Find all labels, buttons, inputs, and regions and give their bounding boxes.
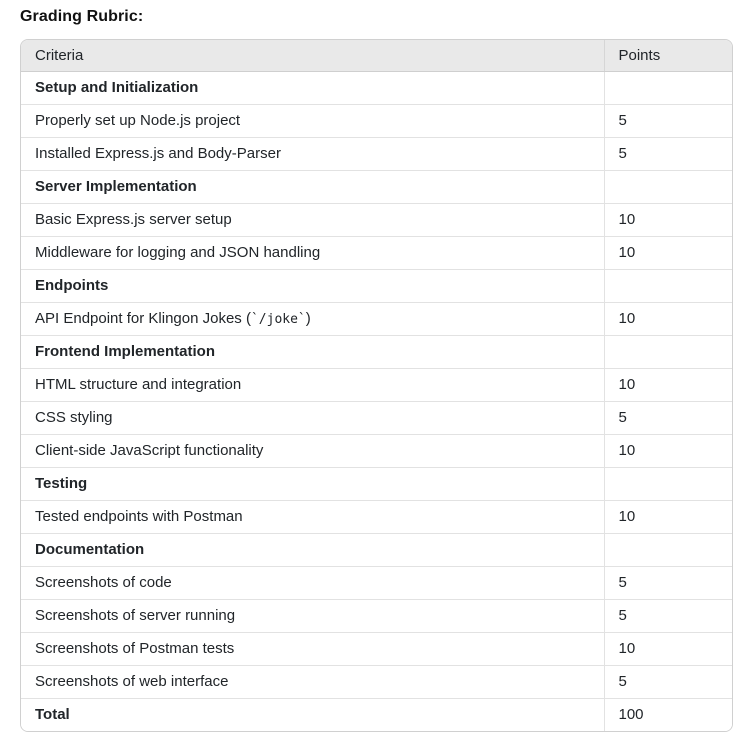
points-cell: 5 bbox=[604, 665, 733, 698]
table-row bbox=[21, 533, 733, 566]
criteria-cell: Screenshots of Postman tests bbox=[21, 632, 604, 665]
criteria-cell: Screenshots of code bbox=[21, 566, 604, 599]
criteria-cell: Middleware for logging and JSON handling bbox=[21, 236, 604, 269]
criteria-cell: Properly set up Node.js project bbox=[21, 104, 604, 137]
criteria-cell: Endpoints bbox=[21, 269, 604, 302]
table-row bbox=[21, 368, 733, 401]
table-row bbox=[21, 302, 733, 335]
points-cell: 10 bbox=[604, 236, 733, 269]
points-cell: 10 bbox=[604, 500, 733, 533]
table-row bbox=[21, 500, 733, 533]
table-row bbox=[21, 632, 733, 665]
points-cell: 5 bbox=[604, 599, 733, 632]
table-row bbox=[21, 566, 733, 599]
criteria-cell: HTML structure and integration bbox=[21, 368, 604, 401]
points-column-header: Points bbox=[604, 40, 733, 71]
table-row bbox=[21, 236, 733, 269]
criteria-cell: Setup and Initialization bbox=[21, 71, 604, 104]
criteria-cell: Tested endpoints with Postman bbox=[21, 500, 604, 533]
points-cell bbox=[604, 170, 733, 203]
rubric-table bbox=[20, 39, 733, 732]
table-row bbox=[21, 137, 733, 170]
criteria-text: ) bbox=[305, 310, 311, 327]
table-row bbox=[21, 698, 733, 731]
points-cell: 5 bbox=[604, 104, 733, 137]
criteria-cell: Client-side JavaScript functionality bbox=[21, 434, 604, 467]
points-cell: 10 bbox=[604, 434, 733, 467]
points-cell: 10 bbox=[604, 368, 733, 401]
points-cell bbox=[604, 467, 733, 500]
criteria-cell: Server Implementation bbox=[21, 170, 604, 203]
criteria-cell: CSS styling bbox=[21, 401, 604, 434]
criteria-cell bbox=[21, 302, 604, 335]
points-cell bbox=[604, 335, 733, 368]
table-row bbox=[21, 401, 733, 434]
table-row bbox=[21, 269, 733, 302]
criteria-cell: Screenshots of server running bbox=[21, 599, 604, 632]
table-row bbox=[21, 599, 733, 632]
table-header-row bbox=[21, 40, 733, 71]
points-cell: 10 bbox=[604, 203, 733, 236]
inline-code: `/joke` bbox=[250, 312, 306, 327]
points-cell: 5 bbox=[604, 401, 733, 434]
points-cell bbox=[604, 71, 733, 104]
table-row bbox=[21, 665, 733, 698]
criteria-cell: Installed Express.js and Body-Parser bbox=[21, 137, 604, 170]
table-row bbox=[21, 71, 733, 104]
criteria-cell: Documentation bbox=[21, 533, 604, 566]
table-row bbox=[21, 203, 733, 236]
criteria-cell: Total bbox=[21, 698, 604, 731]
rubric-table-body bbox=[21, 71, 733, 731]
table-row bbox=[21, 434, 733, 467]
points-cell: 5 bbox=[604, 566, 733, 599]
points-cell bbox=[604, 269, 733, 302]
points-cell: 5 bbox=[604, 137, 733, 170]
table-row bbox=[21, 104, 733, 137]
criteria-text: API Endpoint for Klingon Jokes ( bbox=[35, 310, 251, 327]
criteria-cell: Screenshots of web interface bbox=[21, 665, 604, 698]
points-cell bbox=[604, 533, 733, 566]
points-cell: 100 bbox=[604, 698, 733, 731]
points-cell: 10 bbox=[604, 632, 733, 665]
criteria-cell: Basic Express.js server setup bbox=[21, 203, 604, 236]
criteria-cell: Frontend Implementation bbox=[21, 335, 604, 368]
table-row bbox=[21, 170, 733, 203]
criteria-column-header: Criteria bbox=[21, 40, 604, 71]
table-row bbox=[21, 467, 733, 500]
page-title: Grading Rubric: bbox=[20, 8, 144, 25]
table-row bbox=[21, 335, 733, 368]
points-cell: 10 bbox=[604, 302, 733, 335]
criteria-cell: Testing bbox=[21, 467, 604, 500]
